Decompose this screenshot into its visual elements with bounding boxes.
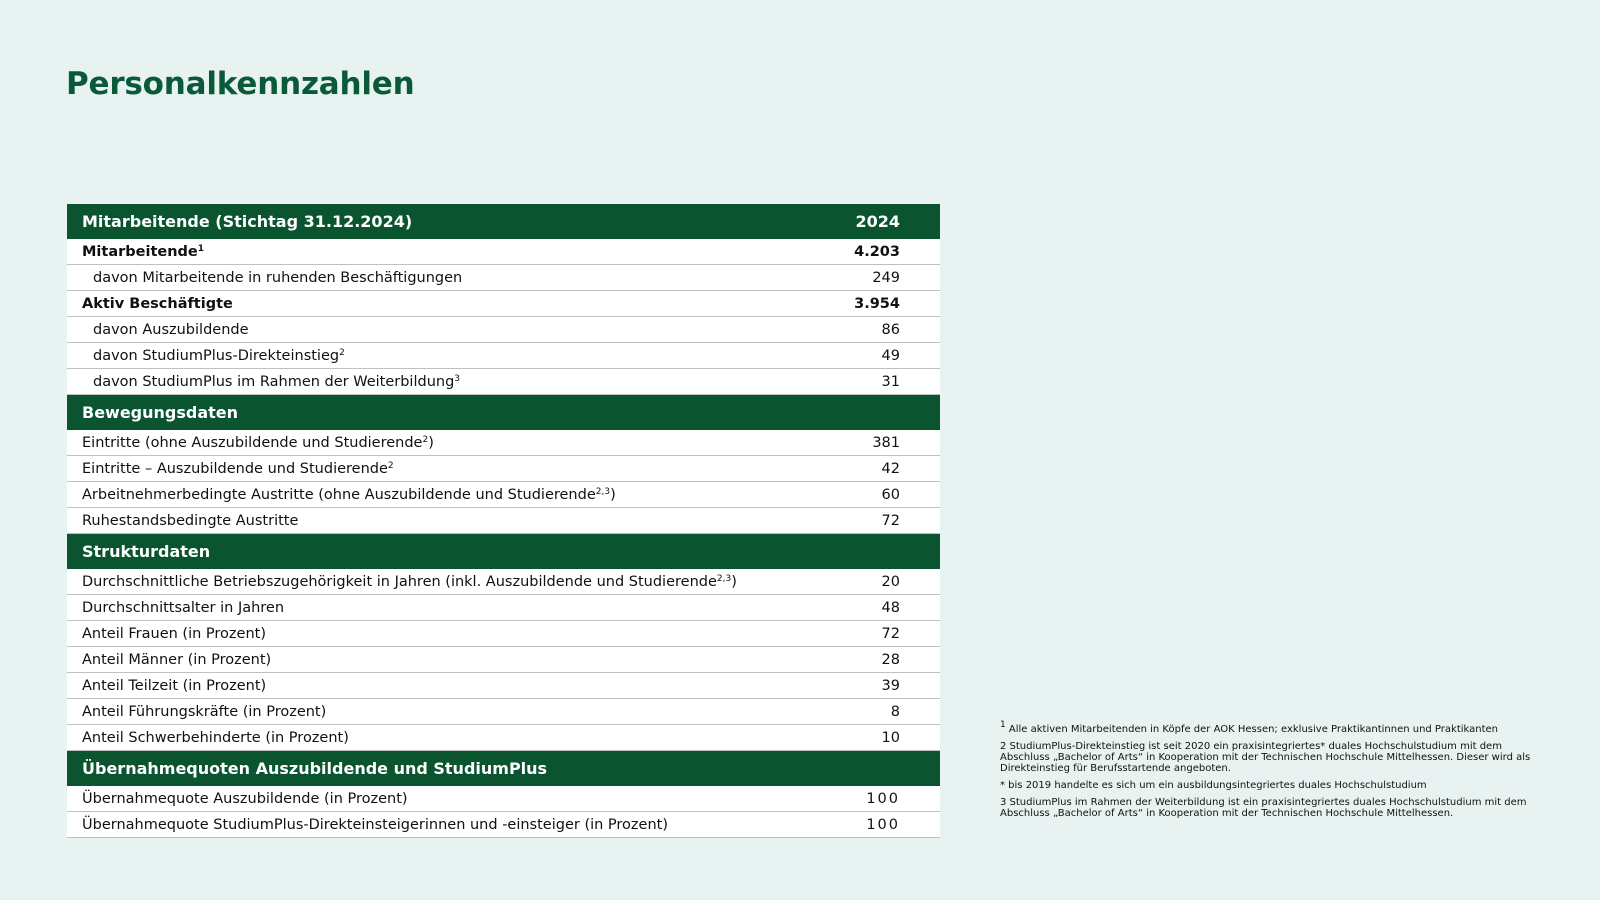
footnote-marker: 2: [339, 347, 345, 358]
table-row: [67, 673, 940, 699]
row-value: 20: [760, 569, 940, 595]
row-label-text: Durchschnittliche Betriebszugehörigkeit in Jahren (inkl. Auszubildende und Studierende: [82, 573, 717, 590]
row-label-text: Aktiv Beschäftigte: [82, 295, 233, 312]
row-label-text: Eintritte (ohne Auszubildende und Studierende: [82, 434, 423, 451]
row-value: 8: [760, 699, 940, 725]
table-row: [67, 647, 940, 673]
table-row: [67, 369, 940, 395]
table-row: [67, 699, 940, 725]
row-label-text: Übernahmequote Auszubildende (in Prozent): [82, 790, 408, 807]
table-row: [67, 595, 940, 621]
row-label-text: Bewegungsdaten: [82, 403, 239, 422]
row-label: [67, 239, 760, 265]
row-label: [67, 812, 760, 838]
row-label: [67, 508, 760, 534]
section-header-label: [67, 534, 760, 570]
row-label-text: Anteil Teilzeit (in Prozent): [82, 677, 267, 694]
row-value: 60: [760, 482, 940, 508]
page-title: Personalkennzahlen: [66, 66, 415, 102]
footnote-marker: 2,3: [595, 486, 611, 497]
row-label: [67, 569, 760, 595]
table-row: [67, 343, 940, 369]
section-header-label: [67, 395, 760, 431]
footnote: [1000, 780, 1540, 791]
row-label-text: davon StudiumPlus-Direkteinstieg: [93, 347, 340, 364]
row-value: 49: [760, 343, 940, 369]
footnote-marker: 3: [454, 373, 461, 384]
row-label-text: davon Auszubildende: [93, 321, 249, 338]
table-row: [67, 317, 940, 343]
footnote-marker: 1: [197, 243, 205, 254]
row-label-text: Anteil Führungskräfte (in Prozent): [82, 703, 327, 720]
footnote-number: 1: [1000, 720, 1006, 730]
section-header-row: [67, 204, 940, 239]
row-label-suffix: ): [610, 486, 616, 503]
row-label: [67, 647, 760, 673]
row-label: [67, 430, 760, 456]
row-label: [67, 699, 760, 725]
row-value: 4.203: [760, 239, 940, 265]
row-value: 10: [760, 725, 940, 751]
row-label: [67, 595, 760, 621]
row-label-text: Durchschnittsalter in Jahren: [82, 599, 285, 616]
row-value: 31: [760, 369, 940, 395]
section-header-row: [67, 751, 940, 787]
row-label-suffix: ): [428, 434, 434, 451]
footnote-text: 3 StudiumPlus im Rahmen der Weiterbildung ist ein praxisintegriertes duales Hochschulstudium mit dem Abschluss „Bachelor of Arts“ in Kooperation mit der Technischen Hochschule Mittelhessen.: [1000, 797, 1527, 819]
table-row: [67, 508, 940, 534]
column-year-header: [760, 751, 940, 787]
row-label: [67, 482, 760, 508]
row-label: [67, 786, 760, 812]
row-value: 381: [760, 430, 940, 456]
row-label: [67, 317, 760, 343]
row-label-suffix: ): [731, 573, 737, 590]
footnote: [1000, 720, 1540, 735]
row-label: [67, 369, 760, 395]
row-value: 100: [760, 812, 940, 838]
footnote: [1000, 797, 1540, 819]
section-header-row: [67, 395, 940, 431]
row-label-text: Arbeitnehmerbedingte Austritte (ohne Auszubildende und Studierende: [82, 486, 596, 503]
table-row: [67, 430, 940, 456]
footnote-marker: 2: [387, 460, 394, 471]
row-label: [67, 725, 760, 751]
row-label-text: Übernahmequote StudiumPlus-Direkteinsteigerinnen und -einsteiger (in Prozent): [82, 816, 668, 833]
row-label: [67, 291, 760, 317]
footnote-text: Alle aktiven Mitarbeitenden in Köpfe der AOK Hessen; exklusive Praktikantinnen und Praktikanten: [1005, 724, 1499, 735]
row-value: 48: [760, 595, 940, 621]
row-label: [67, 265, 760, 291]
row-value: 72: [760, 508, 940, 534]
row-value: 3.954: [760, 291, 940, 317]
row-label-text: Anteil Schwerbehinderte (in Prozent): [82, 729, 349, 746]
row-label-text: davon Mitarbeitende in ruhenden Beschäftigungen: [93, 269, 463, 286]
column-year-header: [760, 395, 940, 431]
footnotes: [1000, 720, 1540, 825]
table-row: [67, 725, 940, 751]
row-label: [67, 621, 760, 647]
footnote: [1000, 741, 1540, 774]
table-row: [67, 239, 940, 265]
column-year-header: [760, 534, 940, 570]
personnel-kpi-table: [67, 204, 940, 838]
table-row: [67, 621, 940, 647]
footnote-text: 2 StudiumPlus-Direkteinstieg ist seit 2020 ein praxisintegriertes* duales Hochschulstudium mit dem Abschluss „Bachelor of Arts“ in Kooperation mit der Technischen Hochschule Mittelhessen. Dieser wird als Direkteinstieg für Berufsstartende angeboten.: [1000, 741, 1531, 774]
table-row: [67, 812, 940, 838]
table-row: [67, 291, 940, 317]
footnote-marker: 2: [422, 434, 429, 445]
row-label-text: Anteil Männer (in Prozent): [82, 651, 272, 668]
row-label-text: davon StudiumPlus im Rahmen der Weiterbildung: [93, 373, 455, 390]
row-label-text: Ruhestandsbedingte Austritte: [82, 512, 299, 529]
row-label-text: Anteil Frauen (in Prozent): [82, 625, 266, 642]
row-value: 39: [760, 673, 940, 699]
row-label: [67, 673, 760, 699]
row-label: [67, 456, 760, 482]
row-label: [67, 343, 760, 369]
column-year-header: 2024: [760, 204, 940, 239]
row-label-text: Mitarbeitende: [82, 243, 198, 260]
row-label-text: Übernahmequoten Auszubildende und StudiumPlus: [82, 759, 548, 778]
section-header-label: [67, 204, 760, 239]
table-row: [67, 786, 940, 812]
table-row: [67, 482, 940, 508]
row-value: 249: [760, 265, 940, 291]
table-row: [67, 569, 940, 595]
section-header-label: [67, 751, 760, 787]
row-value: 86: [760, 317, 940, 343]
row-value: 72: [760, 621, 940, 647]
row-label-text: Eintritte – Auszubildende und Studierende: [82, 460, 388, 477]
row-value: 28: [760, 647, 940, 673]
row-label-text: Mitarbeitende (Stichtag 31.12.2024): [82, 212, 413, 231]
row-label-text: Strukturdaten: [82, 542, 211, 561]
table-row: [67, 265, 940, 291]
row-value: 100: [760, 786, 940, 812]
table-row: [67, 456, 940, 482]
row-value: 42: [760, 456, 940, 482]
footnote-text: * bis 2019 handelte es sich um ein ausbildungsintegriertes duales Hochschulstudium: [1000, 780, 1427, 791]
footnote-marker: 2,3: [716, 573, 732, 584]
section-header-row: [67, 534, 940, 570]
